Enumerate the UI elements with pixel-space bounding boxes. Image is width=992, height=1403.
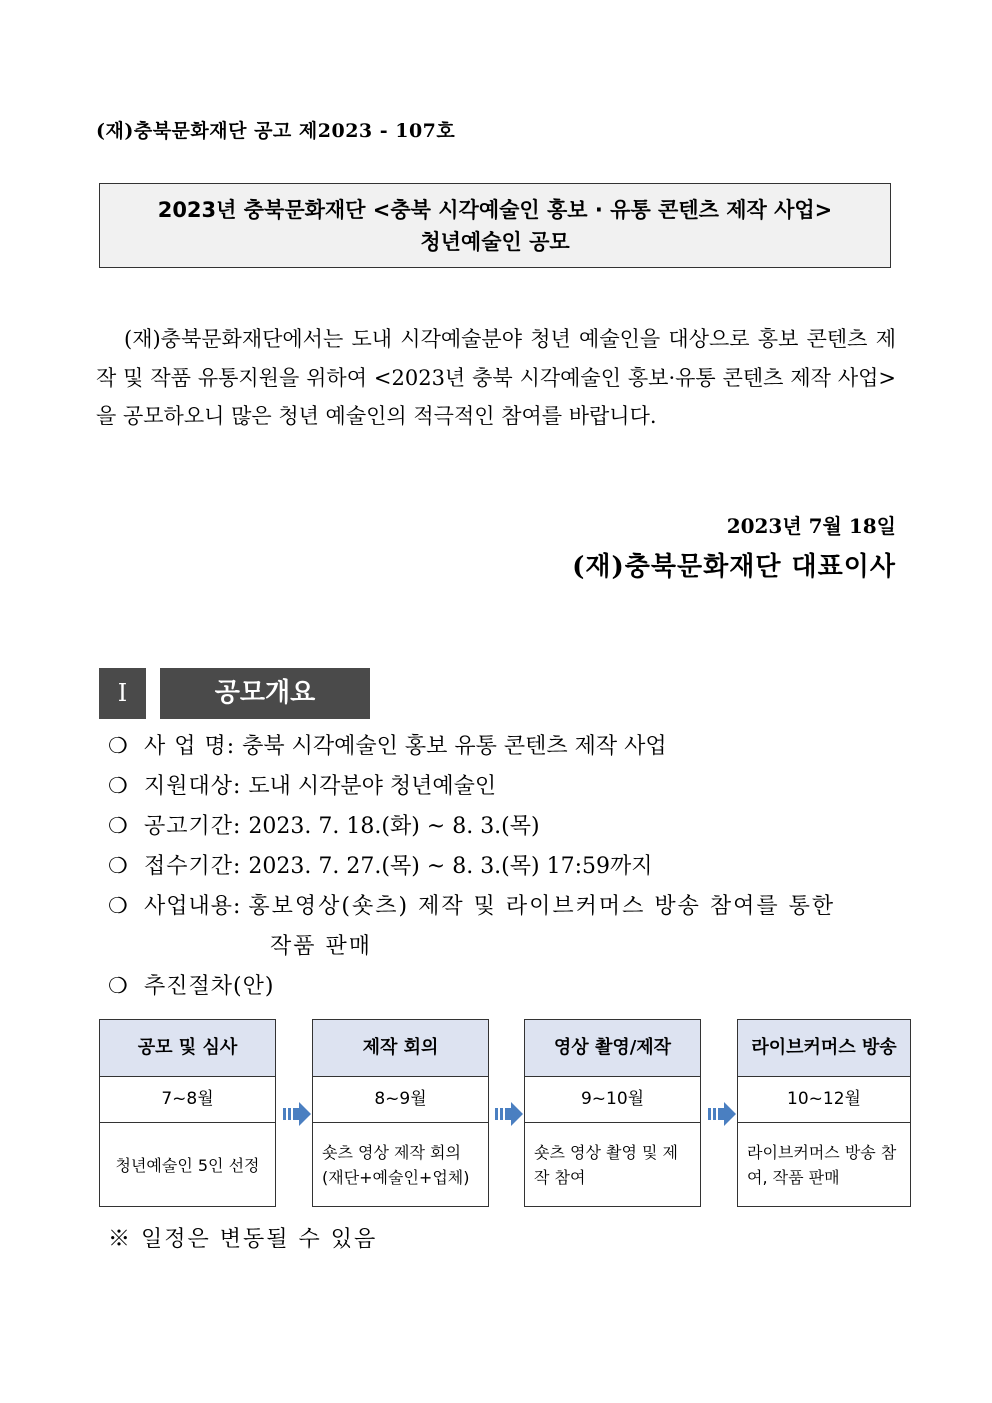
item-label: 추진절차(안): [144, 974, 275, 999]
item-label: 사업내용:: [144, 894, 242, 919]
step-period: 10~12월: [738, 1077, 910, 1123]
item-label: 공고기간:: [144, 814, 242, 839]
item-value: 2023. 7. 18.(화) ~ 8. 3.(목): [248, 814, 540, 839]
bullet-icon: ❍: [108, 774, 128, 799]
list-item: [108, 967, 274, 1007]
list-item: [108, 807, 540, 847]
notice-number: (재)충북문화재단 공고 제2023 - 107호: [96, 120, 456, 142]
step-period: 7~8월: [100, 1077, 275, 1123]
double-right-arrow-icon: [708, 1102, 736, 1126]
notice-date: 2023년 7월 18일: [726, 514, 896, 538]
item-value-continuation: 작품 판매: [270, 934, 373, 959]
title-line-1: 2023년 충북문화재단 <충북 시각예술인 홍보 · 유통 콘텐츠 제작 사업>: [157, 198, 833, 222]
item-label: 사 업 명:: [144, 734, 236, 759]
list-item: [108, 887, 898, 927]
step-period: 8~9월: [313, 1077, 488, 1123]
schedule-note: ※ 일정은 변동될 수 있음: [108, 1227, 378, 1252]
bullet-icon: ❍: [108, 854, 128, 879]
list-item: [108, 847, 653, 887]
title-box: [99, 183, 891, 268]
bullet-icon: ❍: [108, 814, 128, 839]
item-value: 도내 시각분야 청년예술인: [248, 774, 497, 799]
step-description: 숏츠 영상 촬영 및 제작 참여: [534, 1143, 678, 1187]
double-right-arrow-icon: [495, 1102, 523, 1126]
list-item: [108, 727, 667, 767]
double-right-arrow-icon: [283, 1102, 311, 1126]
bullet-icon: ❍: [108, 894, 128, 919]
step-description: 숏츠 영상 제작 회의 (재단+예술인+업체): [322, 1143, 470, 1187]
step-title: 제작 회의: [313, 1020, 488, 1077]
process-step-2: [312, 1019, 489, 1207]
title-line-2: 청년예술인 공모: [420, 230, 570, 254]
process-step-4: [737, 1019, 911, 1207]
step-description: 라이브커머스 방송 참여, 작품 판매: [747, 1143, 897, 1187]
section-title: 공모개요: [160, 668, 370, 719]
item-value: 2023. 7. 27.(목) ~ 8. 3.(목) 17:59까지: [248, 854, 653, 879]
item-value: 홍보영상(숏츠) 제작 및 라이브커머스 방송 참여를 통한: [248, 894, 836, 919]
list-item: [108, 767, 496, 807]
process-step-3: [524, 1019, 701, 1207]
item-label: 지원대상:: [144, 774, 242, 799]
step-period: 9~10월: [525, 1077, 700, 1123]
step-title: 라이브커머스 방송: [738, 1020, 910, 1077]
issuer: (재)충북문화재단 대표이사: [572, 552, 896, 582]
intro-paragraph: (재)충북문화재단에서는 도내 시각예술분야 청년 예술인을 대상으로 홍보 콘텐츠 제작 및 작품 유통지원을 위하여 <2023년 충북 시각예술인 홍보·유통 콘텐츠 제작 사업>을 공모하오니 많은 청년 예술인의 적극적인 참여를 바랍니다.: [96, 327, 896, 428]
item-value: 충북 시각예술인 홍보 유통 콘텐츠 제작 사업: [242, 734, 667, 759]
step-description: 청년예술인 5인 선정: [115, 1156, 260, 1175]
process-step-1: [99, 1019, 276, 1207]
bullet-icon: ❍: [108, 734, 128, 759]
section-number: Ⅰ: [99, 668, 146, 719]
step-title: 공모 및 심사: [100, 1020, 275, 1077]
bullet-icon: ❍: [108, 974, 128, 999]
item-label: 접수기간:: [144, 854, 242, 879]
step-title: 영상 촬영/제작: [525, 1020, 700, 1077]
